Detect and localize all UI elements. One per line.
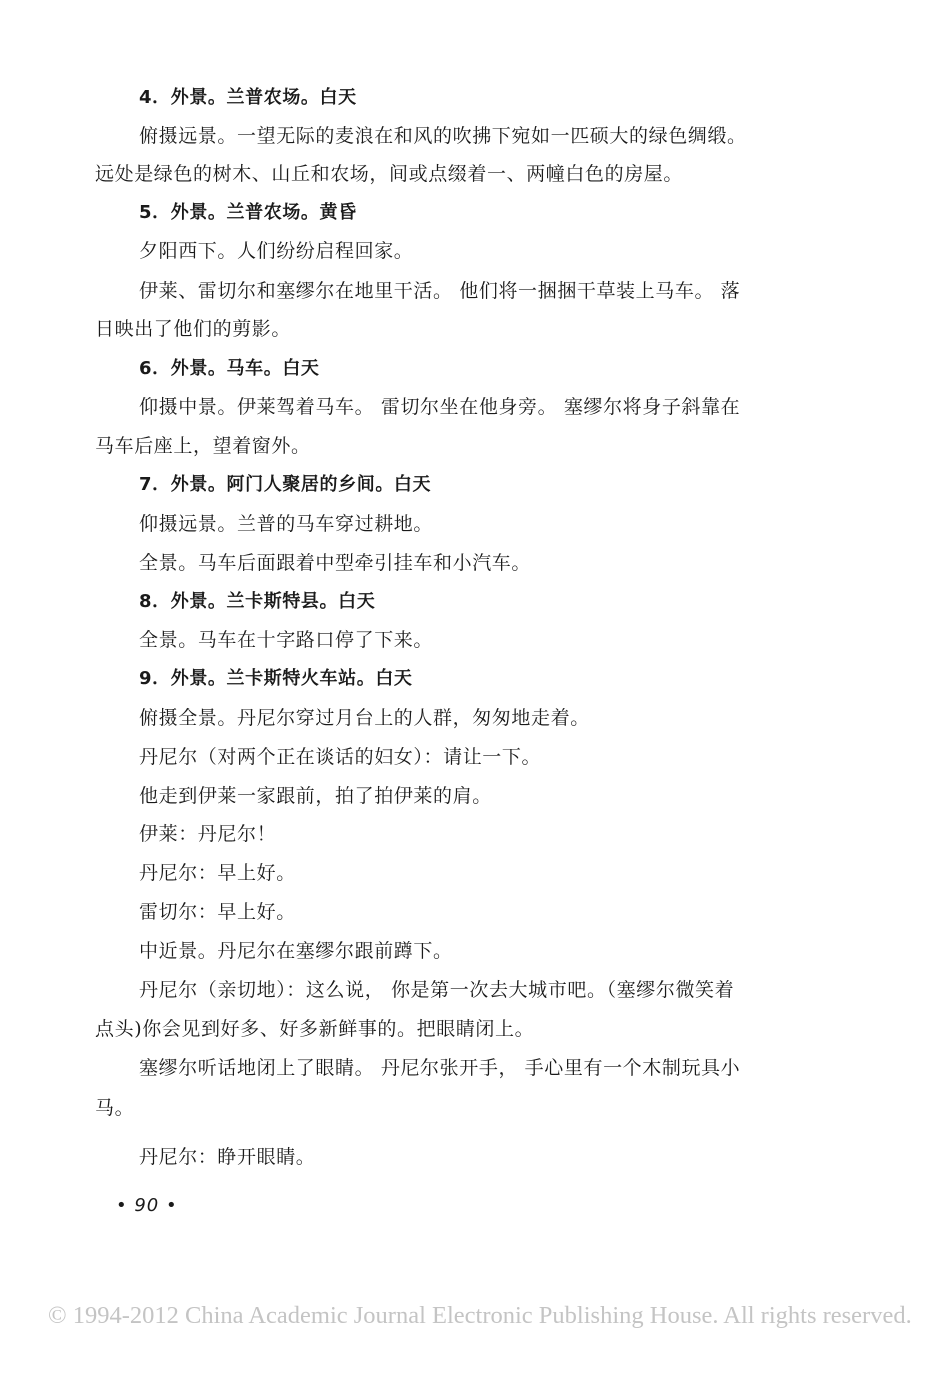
paragraph-line: 全景。马车在十字路口停了下来。 [139,629,434,651]
scene-heading: 5．外景。兰普农场。黄昏 [139,202,357,223]
paragraph-line: 中近景。丹尼尔在塞缪尔跟前蹲下。 [139,940,453,962]
paragraph-line: 俯摄远景。一望无际的麦浪在和风的吹拂下宛如一匹硕大的绿色绸缎。 [139,125,747,147]
page-number: • 90 • [116,1195,178,1216]
scene-heading: 4．外景。兰普农场。白天 [139,87,357,108]
scene-heading: 8．外景。兰卡斯特县。白天 [139,591,376,612]
paragraph-line: 丹尼尔：早上好。 [139,862,296,884]
paragraph-line: 马车后座上，望着窗外。 [95,435,311,457]
paragraph-line: 丹尼尔（亲切地）：这么说， 你是第一次去大城市吧。（塞缪尔微笑着 [139,979,735,1001]
paragraph-line: 丹尼尔：睁开眼睛。 [139,1146,316,1168]
scene-heading: 6．外景。马车。白天 [139,358,320,379]
paragraph-line: 仰摄远景。兰普的马车穿过耕地。 [139,513,434,535]
paragraph-line: 日映出了他们的剪影。 [95,318,292,340]
paragraph-line: 点头)你会见到好多、好多新鲜事的。把眼睛闭上。 [95,1018,535,1040]
paragraph-line: 远处是绿色的树木、山丘和农场，间或点缀着一、两幢白色的房屋。 [95,163,684,185]
paragraph-line: 俯摄全景。丹尼尔穿过月台上的人群，匆匆地走着。 [139,707,590,729]
paragraph-line: 他走到伊莱一家跟前，拍了拍伊莱的肩。 [139,785,492,807]
paragraph-line: 仰摄中景。伊莱驾着马车。 雷切尔坐在他身旁。 塞缪尔将身子斜靠在 [139,396,741,418]
scene-heading: 9．外景。兰卡斯特火车站。白天 [139,668,413,689]
paragraph-line: 塞缪尔听话地闭上了眼睛。 丹尼尔张开手， 手心里有一个木制玩具小 [139,1057,741,1079]
paragraph-line: 丹尼尔（对两个正在谈话的妇女）：请让一下。 [139,746,542,768]
paragraph-line: 夕阳西下。人们纷纷启程回家。 [139,240,414,262]
scene-heading: 7．外景。阿门人聚居的乡间。白天 [139,474,432,495]
paragraph-line: 伊莱：丹尼尔！ [139,823,277,845]
paragraph-line: 全景。马车后面跟着中型牵引挂车和小汽车。 [139,552,532,574]
copyright-notice: © 1994-2012 China Academic Journal Electronic Publishing House. All rights reserved. [48,1302,912,1329]
paragraph-line: 雷切尔：早上好。 [139,901,296,923]
paragraph-line: 伊莱、雷切尔和塞缪尔在地里干活。 他们将一捆捆干草装上马车。 落 [139,280,741,302]
paragraph-line: 马。 [95,1097,135,1119]
